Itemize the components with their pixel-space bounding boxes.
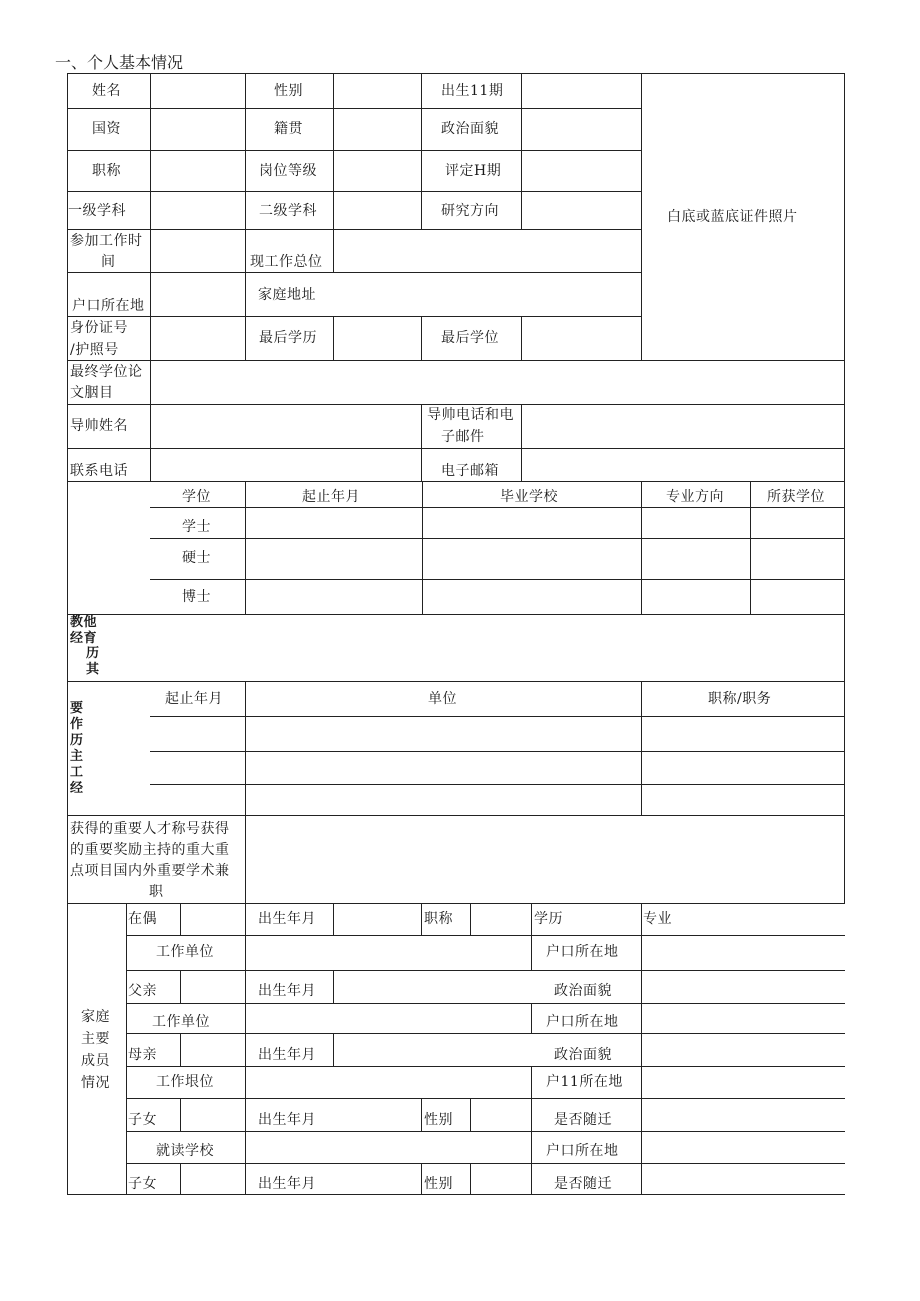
edu-header-school: 毕业学校	[500, 489, 558, 505]
grid-line-v	[421, 73, 422, 230]
family-child2-follow: 是否随迁	[554, 1176, 612, 1192]
honors-line-2: 的重要奖励主持的重大重	[70, 842, 230, 858]
label-political-status: 政治面貌	[441, 121, 499, 137]
label-thesis-2: 文胭目	[70, 385, 114, 401]
grid-line-v	[641, 1003, 642, 1034]
grid-line-v	[245, 1033, 246, 1067]
grid-line-v	[421, 903, 422, 936]
grid-line-h	[150, 507, 845, 508]
family-mother-political: 政治面貌	[554, 1047, 612, 1063]
edu-header-period: 起止年月	[302, 489, 360, 505]
grid-line-v	[641, 73, 642, 361]
grid-line-v	[641, 1033, 642, 1067]
honors-line-3: 点项目国内外重要学术兼	[70, 863, 230, 879]
label-title: 职称	[92, 163, 121, 179]
family-side-3: 成员	[81, 1053, 110, 1069]
grid-line-h	[126, 1066, 845, 1067]
grid-line-v	[641, 481, 642, 615]
label-gender: 性别	[274, 83, 303, 99]
family-spouse-hukou: 户口所在地	[546, 944, 619, 960]
grid-line-h	[67, 360, 845, 361]
family-spouse-title: 职称	[424, 911, 453, 927]
grid-line-v	[421, 1098, 422, 1132]
work-side-6: 经	[70, 781, 84, 796]
honors-line-1: 获得的重要人才称号获得	[70, 821, 230, 837]
grid-line-h	[126, 1003, 845, 1004]
grid-line-v	[844, 73, 845, 904]
family-side-1: 家庭	[81, 1009, 110, 1025]
grid-line-v	[641, 681, 642, 816]
edu-side-1: 教他	[70, 615, 98, 630]
grid-line-h	[126, 970, 845, 971]
edu-header-degree-obtained: 所获学位	[767, 489, 825, 505]
label-work-start-1: 参加工作时	[70, 233, 143, 249]
grid-line-h	[67, 150, 642, 151]
family-child2-gender: 性别	[424, 1176, 453, 1192]
grid-line-h	[150, 751, 845, 752]
family-child2-birth: 出生年月	[258, 1176, 316, 1192]
label-id-1: 身份证号	[70, 320, 128, 336]
grid-line-v	[422, 481, 423, 615]
grid-line-h	[150, 579, 845, 580]
label-research-direction: 研究方向	[441, 203, 499, 219]
family-spouse: 在偶	[128, 911, 157, 927]
grid-line-v	[150, 73, 151, 482]
grid-line-v	[180, 1098, 181, 1132]
grid-line-h	[126, 1163, 845, 1164]
grid-line-v	[245, 815, 246, 904]
label-hukou: 户口所在地	[72, 298, 145, 314]
grid-line-v	[245, 935, 246, 971]
grid-line-v	[531, 935, 532, 971]
grid-line-h	[150, 716, 845, 717]
grid-line-v	[180, 1033, 181, 1067]
family-father-hukou: 户口所在地	[546, 1014, 619, 1030]
edu-side-4: 其	[86, 662, 100, 677]
grid-line-h	[126, 1131, 845, 1132]
grid-line-h	[150, 538, 845, 539]
grid-line-v	[245, 1003, 246, 1034]
grid-line-v	[245, 1098, 246, 1132]
label-phone: 联系电话	[70, 463, 128, 479]
label-advisor-contact-1: 导帅电话和电	[427, 407, 514, 423]
family-child: 子女	[128, 1112, 157, 1128]
label-thesis-1: 最终学位论	[70, 364, 143, 380]
edu-side-2: 经育	[70, 631, 98, 646]
work-side-4: 主	[70, 749, 84, 764]
photo-placeholder: 白底或蓝底证件照片	[667, 209, 798, 225]
work-side-3: 历	[70, 733, 84, 748]
grid-line-v	[245, 681, 246, 816]
grid-line-v	[641, 970, 642, 1004]
grid-line-v	[180, 903, 181, 936]
section-heading: 一、个人基本情况	[55, 53, 184, 72]
grid-line-v	[521, 404, 522, 482]
grid-line-v	[67, 73, 68, 1195]
grid-line-v	[333, 970, 334, 1004]
label-email: 电子邮箱	[441, 463, 499, 479]
grid-line-v	[531, 1003, 532, 1034]
edu-row-bachelor: 学士	[182, 519, 211, 535]
grid-line-h	[67, 681, 845, 682]
grid-line-v	[641, 1131, 642, 1164]
grid-line-v	[641, 1066, 642, 1099]
grid-line-v	[245, 970, 246, 1004]
grid-line-h	[67, 903, 845, 904]
label-last-degree: 最后学位	[441, 330, 499, 346]
grid-line-h	[126, 1098, 845, 1099]
grid-line-h	[67, 108, 642, 109]
grid-line-h	[67, 448, 845, 449]
family-spouse-work-unit: 工作单位	[156, 944, 214, 960]
family-mother-birth: 出生年月	[258, 1047, 316, 1063]
family-father-birth: 出生年月	[258, 983, 316, 999]
grid-line-v	[333, 1033, 334, 1067]
grid-line-v	[531, 1066, 532, 1099]
grid-line-h	[67, 272, 642, 273]
family-father-political: 政治面貌	[554, 983, 612, 999]
grid-line-v	[180, 970, 181, 1004]
family-mother-hukou: 户11所在地	[546, 1074, 623, 1090]
grid-line-h	[67, 1194, 845, 1195]
edu-header-major: 专业方向	[666, 489, 724, 505]
label-secondary-discipline: 二级学科	[259, 203, 317, 219]
label-appraisal-date: 评定H期	[445, 163, 502, 179]
label-native-place: 籍贯	[274, 121, 303, 137]
grid-line-v	[470, 903, 471, 936]
grid-line-v	[421, 1163, 422, 1195]
grid-line-v	[521, 73, 522, 230]
family-child-school: 就读学校	[156, 1143, 214, 1159]
grid-line-v	[333, 903, 334, 936]
grid-line-v	[421, 404, 422, 482]
grid-line-v	[126, 903, 127, 1195]
label-advisor-contact-2: 子邮件	[441, 429, 485, 445]
family-father-work-unit: 工作单位	[152, 1014, 210, 1030]
family-child-follow: 是否随迁	[554, 1112, 612, 1128]
grid-line-v	[333, 229, 334, 273]
work-header-period: 起止年月	[165, 691, 223, 707]
grid-line-v	[641, 1163, 642, 1195]
work-side-1: 要	[70, 701, 84, 716]
grid-line-v	[180, 1163, 181, 1195]
grid-line-v	[641, 903, 642, 936]
label-advisor-name: 导帅姓名	[70, 418, 128, 434]
grid-line-v	[531, 1098, 532, 1132]
grid-line-v	[531, 903, 532, 936]
label-current-unit: 现工作总位	[250, 254, 323, 270]
grid-line-v	[245, 1066, 246, 1099]
grid-line-h	[150, 784, 845, 785]
grid-line-v	[750, 481, 751, 615]
grid-line-v	[245, 1163, 246, 1195]
grid-line-v	[333, 316, 334, 361]
grid-line-h	[126, 1033, 845, 1034]
label-post-level: 岗位等级	[259, 163, 317, 179]
grid-line-h	[67, 614, 845, 615]
grid-line-v	[641, 1098, 642, 1132]
family-child2: 子女	[128, 1176, 157, 1192]
family-child-hukou: 户口所在地	[546, 1143, 619, 1159]
family-father: 父亲	[128, 983, 157, 999]
family-spouse-education: 学历	[534, 911, 563, 927]
label-work-start-2: 间	[101, 254, 116, 270]
family-side-4: 情况	[81, 1075, 110, 1091]
family-child-gender: 性别	[424, 1112, 453, 1128]
family-spouse-birth: 出生年月	[258, 911, 316, 927]
label-id-2: /护照号	[70, 342, 119, 358]
family-side-2: 主要	[81, 1031, 110, 1047]
family-child-birth: 出生年月	[258, 1112, 316, 1128]
family-mother: 母亲	[128, 1047, 157, 1063]
family-mother-work-unit: 工作垠位	[156, 1074, 214, 1090]
grid-line-h	[67, 815, 845, 816]
edu-row-doctor: 博士	[182, 589, 211, 605]
label-last-education: 最后学历	[259, 330, 317, 346]
grid-line-v	[421, 316, 422, 361]
grid-line-v	[521, 316, 522, 361]
label-home-address: 家庭地址	[258, 287, 316, 303]
work-header-unit: 单位	[428, 691, 457, 707]
edu-header-degree: 学位	[182, 489, 211, 505]
grid-line-v	[245, 481, 246, 615]
grid-line-h	[67, 73, 845, 74]
grid-line-v	[470, 1163, 471, 1195]
work-header-title: 职称/职务	[708, 691, 772, 707]
grid-line-v	[245, 73, 246, 361]
label-name: 姓名	[92, 83, 121, 99]
label-nationality: 国资	[92, 121, 121, 137]
label-primary-discipline: 一级学科	[68, 203, 126, 219]
grid-line-v	[531, 1131, 532, 1164]
work-side-5: 工	[70, 765, 84, 780]
grid-line-v	[333, 73, 334, 230]
grid-line-v	[245, 903, 246, 936]
label-birth-date: 出生11期	[441, 83, 504, 99]
edu-row-master: 硬士	[182, 550, 211, 566]
grid-line-h	[67, 229, 642, 230]
work-side-2: 作	[70, 717, 84, 732]
grid-line-v	[531, 1163, 532, 1195]
grid-line-v	[470, 1098, 471, 1132]
grid-line-v	[641, 935, 642, 971]
grid-line-h	[67, 191, 642, 192]
family-spouse-major: 专业	[643, 911, 672, 927]
grid-line-v	[245, 1131, 246, 1164]
grid-line-h	[126, 935, 845, 936]
grid-line-h	[67, 316, 642, 317]
honors-line-4: 职	[149, 884, 164, 900]
edu-side-3: 历	[86, 646, 100, 661]
